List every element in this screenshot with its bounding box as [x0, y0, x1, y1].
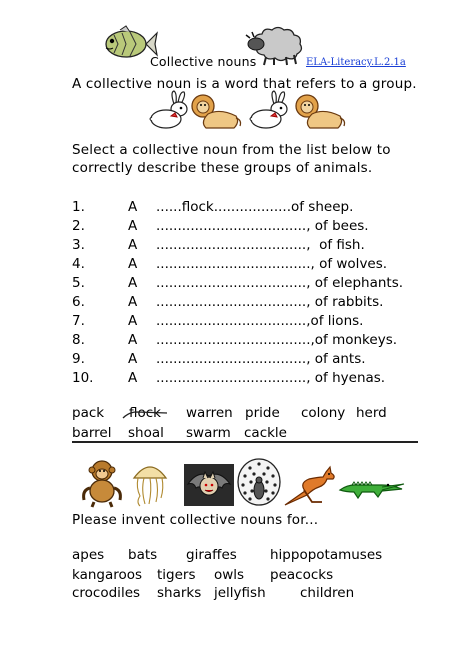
question-number: 9.: [72, 351, 85, 367]
invent-word: apes: [72, 547, 105, 563]
question-article: A: [128, 332, 138, 348]
answer-blank[interactable]: ...................................,: [156, 218, 311, 234]
question-row: [72, 294, 383, 312]
word-bank-item-crossed-out: flock: [129, 405, 161, 421]
question-row: [72, 256, 387, 274]
monkey-icon: [78, 458, 128, 508]
invent-word: kangaroos: [72, 567, 143, 583]
question-article: A: [128, 351, 138, 367]
answer-blank[interactable]: ......flock..................: [156, 199, 291, 215]
question-animal: of lions.: [310, 313, 364, 329]
question-number: 4.: [72, 256, 85, 272]
crocodile-icon: [338, 474, 404, 504]
section-divider: [72, 441, 418, 443]
question-row: [72, 237, 365, 255]
question-number: 10.: [72, 370, 94, 386]
answer-blank[interactable]: ...................................,: [156, 294, 311, 310]
word-bank-item: swarm: [186, 425, 231, 441]
question-number: 6.: [72, 294, 85, 310]
instructions-line-2: correctly describe these groups of animals.: [72, 160, 373, 176]
invent-word: hippopotamuses: [270, 547, 383, 563]
invent-word: giraffes: [186, 547, 237, 563]
jellyfish-icon: [130, 460, 170, 506]
question-row: [72, 199, 353, 217]
word-bank-item: pride: [245, 405, 280, 421]
invent-word: peacocks: [270, 567, 334, 583]
answer-blank[interactable]: ....................................: [156, 256, 311, 272]
word-bank-item: warren: [186, 405, 233, 421]
invent-word: owls: [214, 567, 245, 583]
word-bank-item: barrel: [72, 425, 112, 441]
question-animal: of sheep.: [291, 199, 354, 215]
question-article: A: [128, 199, 138, 215]
question-article: A: [128, 237, 138, 253]
question-animal: of hyenas.: [310, 370, 386, 386]
instructions-line-1: Select a collective noun from the list below to: [72, 142, 391, 158]
lion-icon: [190, 92, 242, 132]
answer-blank[interactable]: ....................................: [156, 332, 311, 348]
question-row: [72, 218, 369, 236]
peacock-icon: [236, 458, 282, 508]
word-bank-item: herd: [356, 405, 387, 421]
question-row: [72, 370, 385, 388]
question-row: [72, 275, 403, 293]
invent-word: tigers: [157, 567, 196, 583]
answer-blank[interactable]: ...................................,: [156, 313, 311, 329]
question-animal: of bees.: [310, 218, 369, 234]
answer-blank[interactable]: ...................................,: [156, 275, 311, 291]
question-row: [72, 351, 366, 369]
word-bank-item: pack: [72, 405, 105, 421]
question-number: 5.: [72, 275, 85, 291]
question-article: A: [128, 256, 138, 272]
question-animal: of fish.: [310, 237, 365, 253]
invent-word: bats: [128, 547, 158, 563]
question-number: 1.: [72, 199, 85, 215]
worksheet-title: Collective nouns: [150, 54, 257, 69]
question-article: A: [128, 313, 138, 329]
question-number: 2.: [72, 218, 85, 234]
question-animal: ,of monkeys.: [310, 332, 398, 348]
question-number: 3.: [72, 237, 85, 253]
rabbit-icon: [246, 90, 292, 130]
question-row: [72, 313, 363, 331]
strikethrough-mark: [123, 409, 167, 421]
word-bank-item: colony: [301, 405, 346, 421]
answer-blank[interactable]: ...................................,: [156, 370, 311, 386]
question-row: [72, 332, 397, 350]
question-article: A: [128, 218, 138, 234]
question-number: 8.: [72, 332, 85, 348]
invent-word: jellyfish: [214, 585, 266, 601]
invent-prompt: Please invent collective nouns for...: [72, 512, 319, 528]
question-number: 7.: [72, 313, 85, 329]
kangaroo-icon: [282, 466, 336, 506]
lion-icon: [294, 92, 346, 132]
question-animal: of elephants.: [310, 275, 404, 291]
answer-blank[interactable]: ...................................,: [156, 351, 311, 367]
bat-icon: [184, 464, 234, 506]
question-article: A: [128, 294, 138, 310]
question-animal: of rabbits.: [310, 294, 384, 310]
invent-word: children: [300, 585, 355, 601]
standard-link[interactable]: ELA-Literacy.L.2.1a: [306, 57, 406, 68]
invent-word: sharks: [157, 585, 202, 601]
invent-word: crocodiles: [72, 585, 141, 601]
rabbit-icon: [146, 90, 192, 130]
question-article: A: [128, 370, 138, 386]
intro-sentence: A collective noun is a word that refers to a group.: [72, 76, 417, 92]
question-animal: of ants.: [310, 351, 366, 367]
word-bank-item: cackle: [244, 425, 287, 441]
word-bank-item: shoal: [128, 425, 164, 441]
question-article: A: [128, 275, 138, 291]
question-animal: , of wolves.: [310, 256, 388, 272]
answer-blank[interactable]: ...................................,: [156, 237, 311, 253]
